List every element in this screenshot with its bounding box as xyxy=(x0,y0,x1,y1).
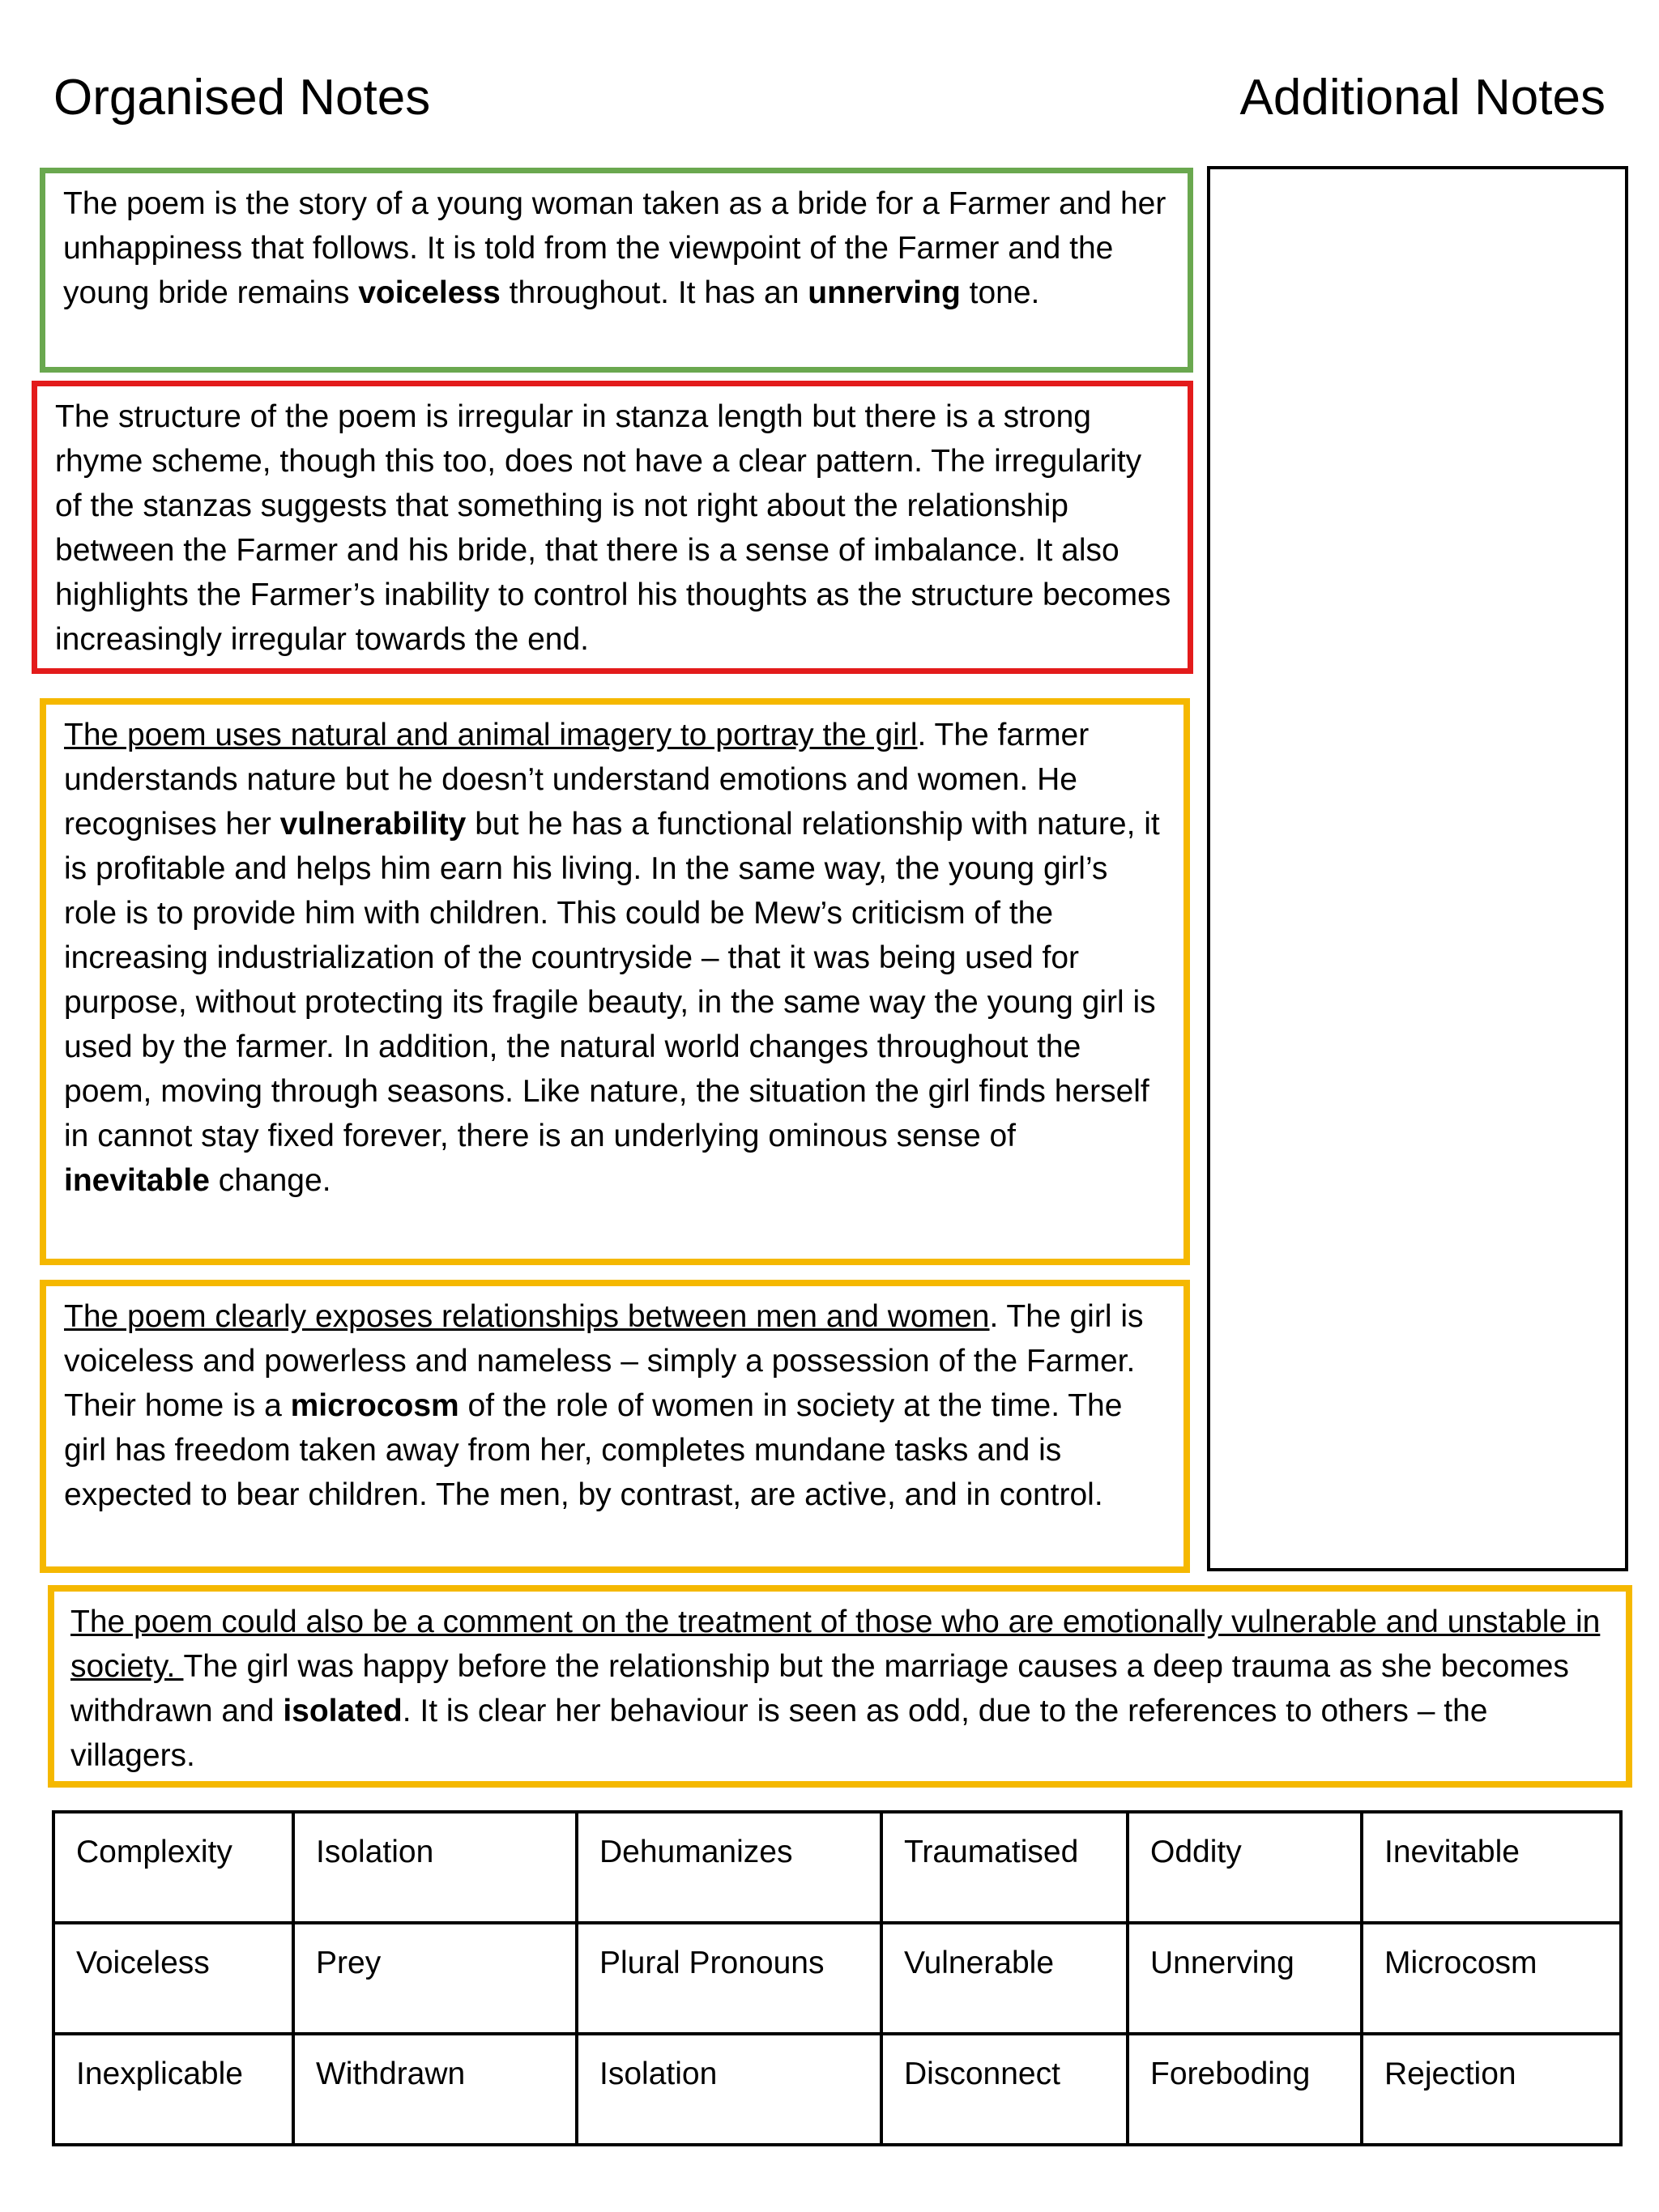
keyword-cell: Withdrawn xyxy=(293,2034,577,2145)
keyword-row xyxy=(53,1923,1621,2034)
keyword-row xyxy=(53,2034,1621,2145)
keyword-cell: Complexity xyxy=(53,1812,293,1923)
relationships-note-box xyxy=(40,1280,1190,1573)
keyword-cell: Inevitable xyxy=(1362,1812,1621,1923)
additional-notes-box xyxy=(1207,166,1628,1571)
organised-notes-heading: Organised Notes xyxy=(53,70,431,126)
keyword-cell: Inexplicable xyxy=(53,2034,293,2145)
keyword-cell: Oddity xyxy=(1128,1812,1362,1923)
keyword-cell: Voiceless xyxy=(53,1923,293,2034)
vulnerability-note-box xyxy=(48,1585,1632,1788)
keyword-row xyxy=(53,1812,1621,1923)
keyword-cell: Unnerving xyxy=(1128,1923,1362,2034)
overview-note-box xyxy=(40,168,1193,373)
overview-note-text: The poem is the story of a young woman taken as a bride for a Farmer and her unhappiness that follows. It is told from the viewpoint of the Farmer and the young bride remains voiceless throughout. It has an unnerving tone. xyxy=(63,186,1166,310)
structure-note-text: The structure of the poem is irregular in stanza length but there is a strong rhyme scheme, though this too, does not have a clear pattern. The irregularity of the stanzas suggests that something is not right about the relationship between the Farmer and his bride, that there is a sense of imbalance. It also highlights the Farmer’s inability to control his thoughts as the structure becomes increasingly irregular towards the end. xyxy=(55,399,1171,657)
keyword-cell: Dehumanizes xyxy=(577,1812,881,1923)
imagery-note-text: The poem uses natural and animal imagery to portray the girl. The farmer understands nature but he doesn’t understand emotions and women. He recognises her vulnerability but he has a functional relationship with nature, it is profitable and helps him earn his living. In the same way, the young girl’s role is to provide him with children. This could be Mew’s criticism of the increasing industrialization of the countryside – that it was being used for purpose, without protecting its fragile beauty, in the same way the young girl is used by the farmer. In addition, the natural world changes throughout the poem, moving through seasons. Like nature, the situation the girl finds herself in cannot stay fixed forever, there is an underlying ominous sense of inevitable change. xyxy=(64,718,1160,1198)
imagery-note-box xyxy=(40,698,1190,1265)
keyword-cell: Isolation xyxy=(293,1812,577,1923)
keyword-table xyxy=(52,1810,1623,2146)
keyword-cell: Traumatised xyxy=(881,1812,1128,1923)
relationships-note-text: The poem clearly exposes relationships between men and women. The girl is voiceless and powerless and nameless – simply a possession of the Farmer. Their home is a microcosm of the role of women in society at the time. The girl has freedom taken away from her, completes mundane tasks and is expected to bear children. The men, by contrast, are active, and in control. xyxy=(64,1299,1144,1512)
structure-note-box xyxy=(32,381,1193,674)
keyword-cell: Plural Pronouns xyxy=(577,1923,881,2034)
keyword-cell: Isolation xyxy=(577,2034,881,2145)
vulnerability-note-text: The poem could also be a comment on the treatment of those who are emotionally vulnerable and unstable in society. The girl was happy before the relationship but the marriage causes a deep trauma as she becomes withdrawn and isolated. It is clear her behaviour is seen as odd, due to the references to others – the villagers. xyxy=(70,1605,1601,1773)
keyword-cell: Disconnect xyxy=(881,2034,1128,2145)
keyword-cell: Prey xyxy=(293,1923,577,2034)
additional-notes-heading: Additional Notes xyxy=(1239,70,1606,126)
keyword-cell: Rejection xyxy=(1362,2034,1621,2145)
keyword-cell: Foreboding xyxy=(1128,2034,1362,2145)
keyword-cell: Microcosm xyxy=(1362,1923,1621,2034)
keyword-cell: Vulnerable xyxy=(881,1923,1128,2034)
